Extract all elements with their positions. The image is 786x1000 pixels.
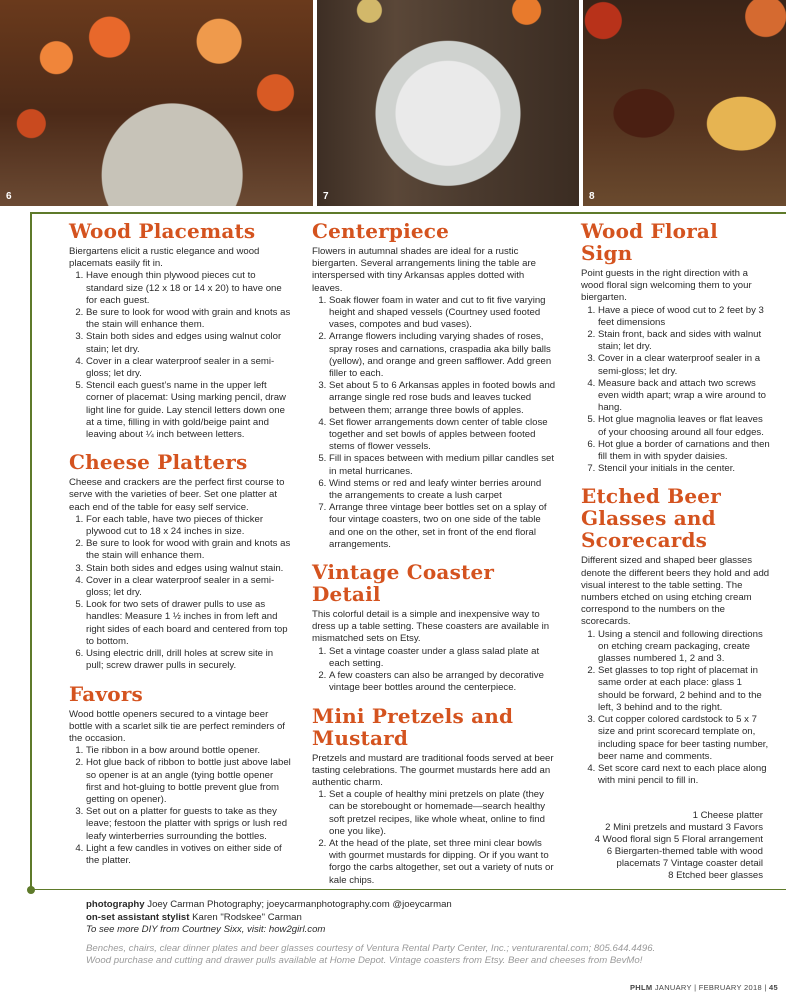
column-1 (69, 220, 291, 877)
steps-list (69, 745, 291, 867)
section-intro: Cheese and crackers are the perfect first course to serve with the varieties of beer. Set one platter at each end of the table for easy self service. (69, 477, 285, 513)
caption-line: 4 Wood floral sign 5 Floral arrangement (594, 834, 763, 845)
issue-date: JANUARY | FEBRUARY 2018 (654, 983, 762, 992)
photo-etched-glasses (583, 0, 786, 206)
section-mini-pretzels (312, 705, 556, 887)
caption-line: 1 Cheese platter (692, 810, 763, 821)
step: 2. At the head of the plate, set three mini clear bowls with gourmet mustards for dipping. Or if you want to forgo the carbs altogether, set out a variety of nuts or kale chips. (329, 838, 556, 887)
section-title: Wood Floral Sign (581, 219, 718, 265)
frame-dot (27, 886, 35, 894)
column-3 (581, 220, 771, 797)
section-vintage-coaster (312, 561, 556, 694)
folio-separator: | (764, 983, 767, 992)
step: 7. Stencil your initials in the center. (598, 463, 771, 475)
section-title: Favors (69, 681, 144, 706)
section-intro: Point guests in the right direction with a wood floral sign welcoming them to your biergarten. (581, 268, 752, 304)
sources-line: Wood purchase and cutting and drawer pulls available at Home Depot. Vintage coasters from Etsy. Beer and cheeses from BevMo! (86, 955, 643, 966)
step: 1. Set a vintage coaster under a glass salad plate at each setting. (329, 646, 556, 670)
photo-biergarten-table (0, 0, 313, 206)
caption-line: 8 Etched beer glasses (668, 870, 763, 881)
step: 1. Using a stencil and following directions on etching cream packaging, create glasses numbered 1, 2 and 3. (598, 629, 771, 666)
stylist-credit (86, 912, 766, 925)
step: 4. Light a few candles in votives on either side of the platter. (86, 843, 291, 867)
section-title: Vintage Coaster Detail (312, 560, 495, 607)
steps-list (312, 646, 556, 695)
caption-line: 6 Biergarten-themed table with wood (606, 846, 763, 857)
credit-text: Karen "Rodskee" Carman (192, 911, 302, 923)
step: 5. Stencil each guest’s name in the upper left corner of placemat: Using marking pencil, draw light line for guide. Lay stencil letters down one at a time, filling in with gold/beige paint and leaving about ¼ inch between letters. (86, 380, 291, 441)
section-title: Wood Placemats (69, 219, 256, 243)
section-intro: Wood bottle openers secured to a vintage beer bottle with a scarlet silk tie are perfect reminders of the occasion. (69, 708, 285, 744)
step: 7. Arrange three vintage beer bottles set on a splay of four vintage coasters, two on one side of the table and one on the other, set in front of the end floral arrangements. (329, 502, 556, 551)
step: 2. A few coasters can also be arranged by decorative vintage beer bottles around the centerpiece. (329, 670, 556, 694)
step: 2. Be sure to look for wood with grain and knots as the stain will enhance them. (86, 538, 291, 562)
steps-list (581, 629, 771, 788)
step: 5. Look for two sets of drawer pulls to use as handles: Measure 1 ½ inches in from left and right sides of each board and centered from top to bottom. (86, 599, 291, 648)
section-cheese-platters (69, 451, 291, 672)
caption-line: placemats 7 Vintage coaster detail (616, 858, 763, 869)
steps-list (69, 270, 291, 441)
step: 6. Hot glue a border of carnations and then fill them in with spyder daisies. (598, 439, 771, 463)
step: 3. Set about 5 to 6 Arkansas apples in footed bowls and arrange single red rose buds and leaves tucked between them; arrange three bowls of apples. (329, 380, 556, 417)
step: 4. Set score card next to each place along with mini pencil to fill in. (598, 763, 771, 787)
step: 4. Cover in a clear waterproof sealer in a semi-gloss; let dry. (86, 356, 291, 380)
frame-rule-left (30, 212, 32, 889)
step: 2. Stain front, back and sides with walnut stain; let dry. (598, 329, 771, 353)
steps-list (312, 789, 556, 887)
step: 1. Set a couple of healthy mini pretzels on plate (they can be storebought or homemade—search healthy soft pretzel recipes, like whole wheat, online to find one you like). (329, 789, 556, 838)
section-centerpiece (312, 220, 556, 551)
section-intro: Pretzels and mustard are traditional foods served at beer tasting celebrations. The gourmet mustards here add an authentic charm. (312, 752, 554, 788)
step: 2. Arrange flowers including varying shades of roses, spray roses and carnations, craspadia aka billy balls (yellow), and orange and green safflower. Add green filler to each. (329, 331, 556, 380)
step: 3. Cut copper colored cardstock to 5 x 7 size and print scorecard template on, including space for beer tasting number, beer name and comments. (598, 714, 771, 763)
step: 4. Measure back and attach two screws even width apart; wrap a wire around to hang. (598, 378, 771, 415)
section-wood-placemats (69, 220, 291, 441)
section-favors (69, 683, 291, 868)
diy-link-text: To see more DIY from Courtney Sixx, visit: how2girl.com (86, 924, 326, 935)
step: 4. Cover in a clear waterproof sealer in a semi-gloss; let dry. (86, 575, 291, 599)
credits (86, 899, 766, 968)
frame-rule-top (30, 212, 786, 214)
step: 1. Have a piece of wood cut to 2 feet by 3 feet dimensions (598, 305, 771, 329)
column-2 (312, 220, 556, 897)
step: 2. Set glasses to top right of placemat in same order at each place: glass 1 should be forward, 2 behind and to the left, 3 behind and to the right. (598, 665, 771, 714)
photo-number: 8 (589, 191, 595, 202)
sources-note (86, 943, 766, 968)
step: 6. Wind stems or red and leafy winter berries around the arrangements to create a lush carpet (329, 478, 556, 502)
step: 1. For each table, have two pieces of thicker plywood cut to 18 x 24 inches in size. (86, 514, 291, 538)
photo-captions (560, 810, 763, 882)
steps-list (69, 514, 291, 673)
step: 5. Fill in spaces between with medium pillar candles set in metal hurricanes. (329, 453, 556, 477)
credit-text: Joey Carman Photography; joeycarmanphotography.com @joeycarman (147, 899, 452, 910)
steps-list (312, 295, 556, 551)
step: 4. Set flower arrangements down center of table close together and set bowls of apples between footed stems of flower vessels. (329, 417, 556, 454)
section-intro: Flowers in autumnal shades are ideal for a rustic biergarten. Several arrangements lining the table are interspersed with tiny Arkansas apples dotted with leaves. (312, 246, 536, 294)
section-intro: Different sized and shaped beer glasses denote the different beers they hold and add visual interest to the table setting. The numbers etched on using etching cream correspond to the numbers on the scorecards. (581, 555, 770, 628)
step: 3. Set out on a platter for guests to take as they leave; festoon the platter with sprigs or lush red leafy winterberries surrounding the bottles. (86, 806, 291, 843)
step: 3. Stain both sides and edges using walnut stain. (86, 563, 291, 575)
step: 1. Soak flower foam in water and cut to fit five varying height and shaped vessels (Courtney used footed vases, compotes and bud vases). (329, 295, 556, 332)
credit-label: photography (86, 899, 145, 910)
step: 1. Have enough thin plywood pieces cut to standard size (12 x 18 or 14 x 20) to have one for each guest. (86, 270, 291, 307)
section-title: Centerpiece (312, 219, 450, 243)
steps-list (581, 305, 771, 476)
credit-label: on-set assistant stylist (86, 911, 190, 923)
section-title: Mini Pretzels and Mustard (312, 703, 514, 750)
section-etched-glasses (581, 485, 771, 787)
photo-credit (86, 899, 766, 912)
step: 5. Hot glue magnolia leaves or flat leaves of your choosing around all four edges. (598, 414, 771, 438)
page-folio (630, 983, 778, 992)
page-number: 45 (768, 983, 778, 992)
photo-number: 7 (323, 191, 329, 202)
photo-number: 6 (6, 191, 12, 202)
step: 1. Tie ribbon in a bow around bottle opener. (86, 745, 291, 757)
photo-vintage-coaster (317, 0, 579, 206)
section-title: Cheese Platters (69, 450, 248, 475)
sources-line: Benches, chairs, clear dinner plates and beer glasses courtesy of Ventura Rental Party Center, Inc.; venturarental.com; 805.644.4496. (86, 942, 656, 954)
section-intro: This colorful detail is a simple and inexpensive way to dress up a table setting. These coasters are available in mismatched sets on Etsy. (312, 609, 550, 645)
step: 2. Be sure to look for wood with grain and knots as the stain will enhance them. (86, 307, 291, 331)
step: 3. Stain both sides and edges using walnut color stain; let dry. (86, 331, 291, 355)
section-wood-floral-sign (581, 220, 771, 475)
step: 6. Using electric drill, drill holes at screw site in pull; screw drawer pulls in securely. (86, 648, 291, 672)
caption-line: 2 Mini pretzels and mustard 3 Favors (605, 822, 763, 833)
step: 2. Hot glue back of ribbon to bottle just above label so opener is at an angle (tying bottle opener first and hot-gluing to bottle prevent glue from getting on opener). (86, 757, 291, 806)
section-title: Etched Beer Glasses and Scorecards (581, 484, 721, 553)
section-intro: Biergartens elicit a rustic elegance and wood placemats easily fit in. (69, 246, 260, 270)
step: 3. Cover in a clear waterproof sealer in a semi-gloss; let dry. (598, 353, 771, 377)
magazine-name: PHLM (630, 983, 653, 992)
